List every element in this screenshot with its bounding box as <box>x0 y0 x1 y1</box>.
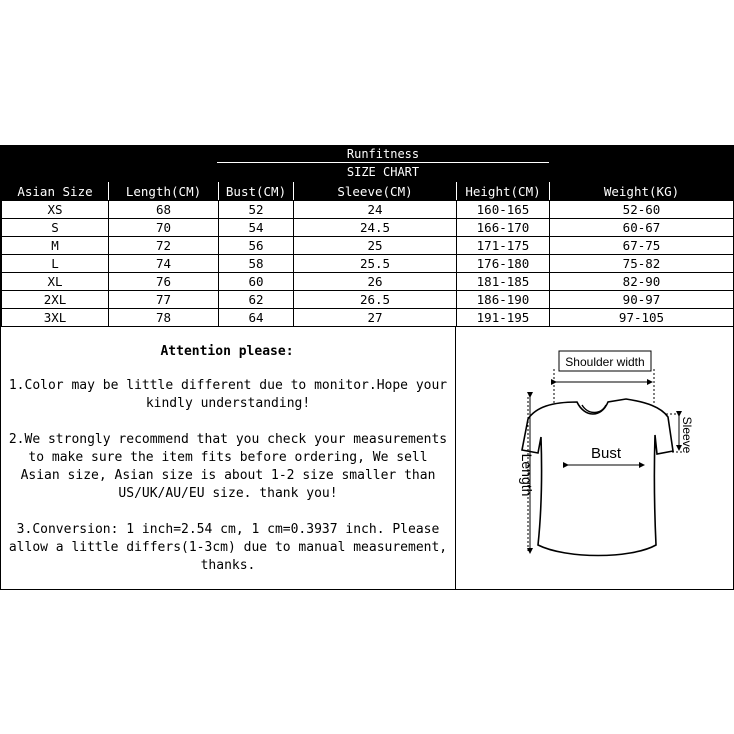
column-header: Length(CM) <box>109 183 219 201</box>
table-cell: 171-175 <box>457 237 550 255</box>
table-cell: 78 <box>109 309 219 327</box>
attention-title: Attention please: <box>160 344 294 359</box>
table-cell: 82-90 <box>550 273 734 291</box>
bust-label: Bust <box>590 445 622 462</box>
table-cell: XS <box>2 201 109 219</box>
table-cell: M <box>2 237 109 255</box>
table-cell: 54 <box>219 219 294 237</box>
table-row <box>2 237 734 255</box>
table-cell: 72 <box>109 237 219 255</box>
table-cell: 24.5 <box>294 219 457 237</box>
table-cell: 166-170 <box>457 219 550 237</box>
table-row <box>2 309 734 327</box>
table-cell: 68 <box>109 201 219 219</box>
column-header: Sleeve(CM) <box>294 183 457 201</box>
table-cell: 70 <box>109 219 219 237</box>
attention-notes <box>1 326 456 589</box>
length-label: Length <box>519 453 535 497</box>
table-cell: 26.5 <box>294 291 457 309</box>
table-row <box>2 291 734 309</box>
table-cell: 3XL <box>2 309 109 327</box>
table-cell: 52-60 <box>550 201 734 219</box>
note-line: US/UK/AU/EU size. thank you! <box>118 486 338 501</box>
note-line: kindly understanding! <box>145 396 311 411</box>
note-item-1 <box>3 377 453 413</box>
note-line: thanks. <box>200 558 256 573</box>
brand-name: Runfitness <box>346 147 420 161</box>
table-cell: 60 <box>219 273 294 291</box>
note-line: 2.We strongly recommend that you check your measurements <box>8 432 448 447</box>
table-cell: 27 <box>294 309 457 327</box>
table-cell: 76 <box>109 273 219 291</box>
column-header: Asian Size <box>2 183 109 201</box>
table-cell: 24 <box>294 201 457 219</box>
table-cell: 62 <box>219 291 294 309</box>
table-cell: 25.5 <box>294 255 457 273</box>
note-item-3 <box>3 521 453 575</box>
sleeve-label: Sleeve <box>680 416 694 454</box>
table-cell: 191-195 <box>457 309 550 327</box>
table-cell: 58 <box>219 255 294 273</box>
column-header: Weight(KG) <box>550 183 734 201</box>
table-cell: 2XL <box>2 291 109 309</box>
table-cell: XL <box>2 273 109 291</box>
note-line: to make sure the item fits before ordering, We sell <box>28 450 428 465</box>
table-cell: 52 <box>219 201 294 219</box>
table-cell: 186-190 <box>457 291 550 309</box>
table-cell: 56 <box>219 237 294 255</box>
brand-underline <box>217 162 549 163</box>
table-cell: 181-185 <box>457 273 550 291</box>
table-cell: 160-165 <box>457 201 550 219</box>
table-cell: 74 <box>109 255 219 273</box>
note-line: allow a little differs(1-3cm) due to manual measurement, <box>8 540 448 555</box>
table-cell: 176-180 <box>457 255 550 273</box>
table-header-row <box>2 183 734 201</box>
tshirt-diagram <box>456 326 733 590</box>
table-row <box>2 255 734 273</box>
column-header: Bust(CM) <box>219 183 294 201</box>
table-row <box>2 201 734 219</box>
table-row <box>2 219 734 237</box>
note-line: Asian size, Asian size is about 1-2 size smaller than <box>20 468 436 483</box>
shoulder-width-label: Shoulder width <box>565 355 645 369</box>
size-table <box>1 182 734 327</box>
table-cell: 77 <box>109 291 219 309</box>
table-cell: 60-67 <box>550 219 734 237</box>
size-chart <box>0 145 734 590</box>
table-cell: 67-75 <box>550 237 734 255</box>
table-cell: 26 <box>294 273 457 291</box>
table-cell: 25 <box>294 237 457 255</box>
note-line: 3.Conversion: 1 inch=2.54 cm, 1 cm=0.3937 inch. Please <box>16 522 440 537</box>
note-item-2 <box>3 431 453 503</box>
tshirt-measurement-svg <box>456 327 733 590</box>
tshirt-icon <box>522 399 673 556</box>
table-row <box>2 273 734 291</box>
note-line: 1.Color may be little different due to monitor.Hope your <box>8 378 448 393</box>
column-header: Height(CM) <box>457 183 550 201</box>
table-cell: 90-97 <box>550 291 734 309</box>
table-cell: S <box>2 219 109 237</box>
chart-subtitle: SIZE CHART <box>346 165 420 179</box>
table-cell: 97-105 <box>550 309 734 327</box>
table-cell: 64 <box>219 309 294 327</box>
table-cell: L <box>2 255 109 273</box>
table-cell: 75-82 <box>550 255 734 273</box>
header-banner <box>1 146 733 182</box>
